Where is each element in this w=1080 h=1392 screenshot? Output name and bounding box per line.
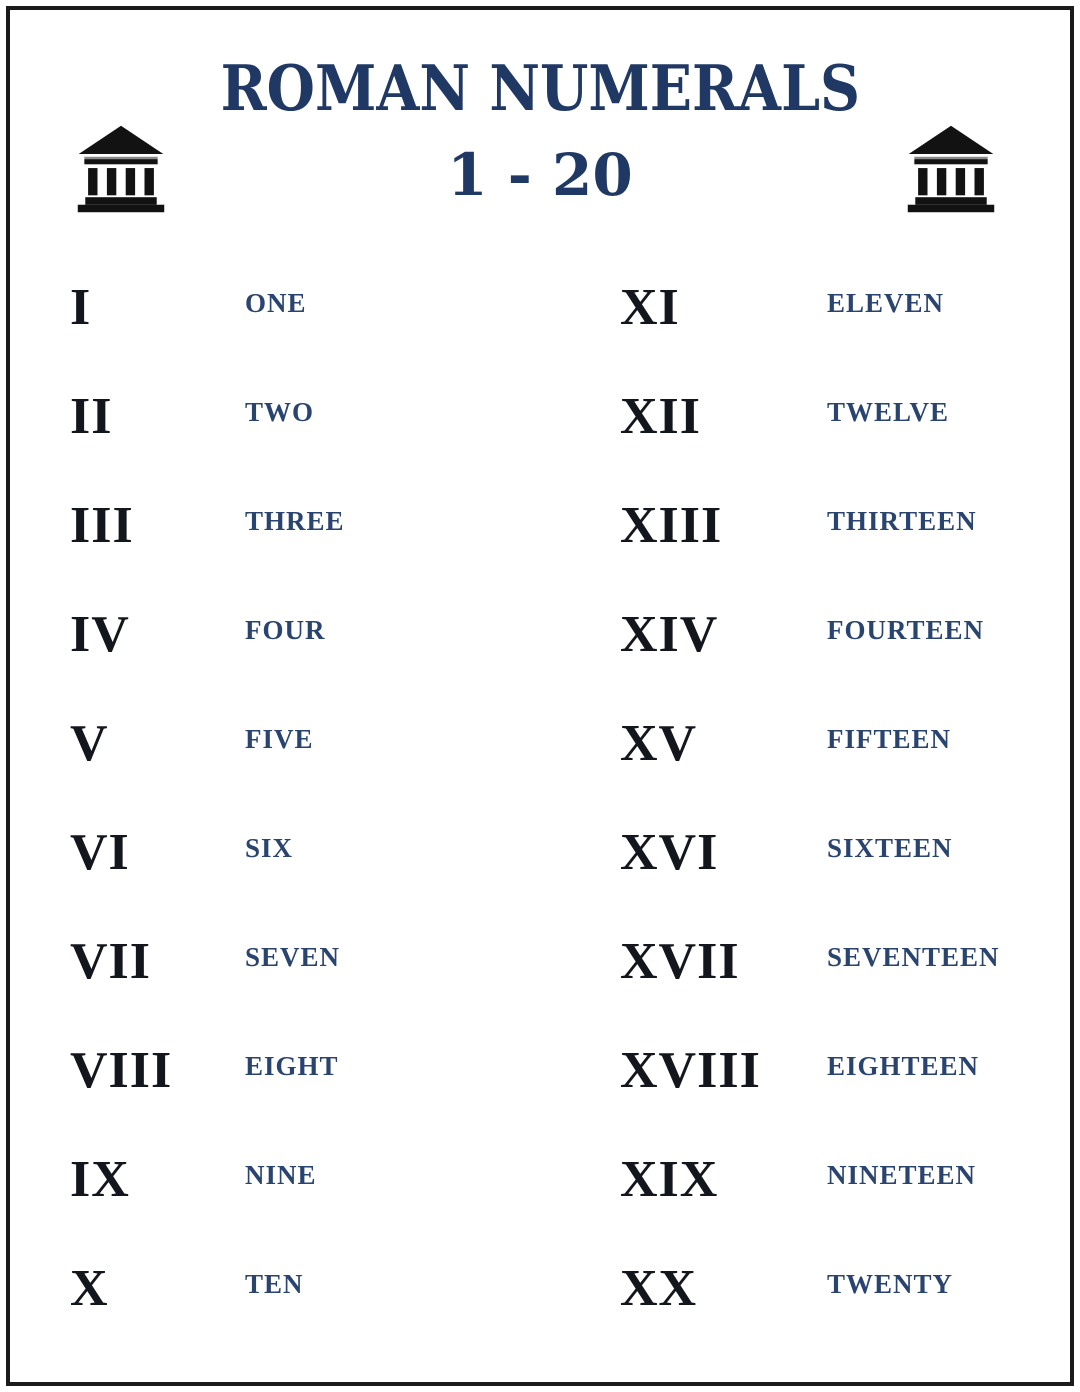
numeral-word: FOURTEEN bbox=[827, 615, 985, 645]
numeral-row bbox=[0, 580, 540, 689]
numeral-row bbox=[540, 362, 1080, 471]
numeral-row bbox=[540, 1016, 1080, 1125]
numeral-row bbox=[0, 471, 540, 580]
roman-numeral: XIV bbox=[620, 605, 719, 663]
numeral-row bbox=[0, 253, 540, 362]
page-title bbox=[0, 52, 1080, 124]
page-subtitle-text: 1 - 20 bbox=[447, 141, 633, 209]
roman-numeral: XII bbox=[620, 387, 702, 445]
numeral-word: TWO bbox=[245, 397, 315, 427]
numeral-row bbox=[540, 580, 1080, 689]
numeral-word: TWELVE bbox=[827, 397, 950, 427]
roman-numeral: II bbox=[70, 387, 113, 445]
numeral-row bbox=[0, 1125, 540, 1234]
roman-numeral: XVIII bbox=[620, 1041, 761, 1099]
numeral-word: TEN bbox=[245, 1269, 304, 1299]
page-title-text: ROMAN NUMERALS bbox=[220, 51, 860, 125]
roman-numeral: XVI bbox=[620, 823, 719, 881]
roman-numeral: I bbox=[70, 278, 92, 336]
numeral-word: EIGHT bbox=[245, 1051, 339, 1081]
numeral-word: SIXTEEN bbox=[827, 833, 953, 863]
numeral-word: EIGHTEEN bbox=[827, 1051, 980, 1081]
numeral-word: NINE bbox=[245, 1160, 317, 1190]
numeral-row bbox=[0, 798, 540, 907]
numeral-word: ELEVEN bbox=[827, 288, 945, 318]
numeral-word: SEVENTEEN bbox=[827, 942, 1000, 972]
numeral-row bbox=[0, 907, 540, 1016]
numeral-row bbox=[540, 1125, 1080, 1234]
numeral-word: FIVE bbox=[245, 724, 314, 754]
numeral-word: TWENTY bbox=[827, 1269, 954, 1299]
numerals-column-right bbox=[540, 253, 1080, 1343]
numeral-row bbox=[0, 362, 540, 471]
numeral-row bbox=[0, 689, 540, 798]
roman-numeral: IV bbox=[70, 605, 130, 663]
roman-numeral: III bbox=[70, 496, 134, 554]
roman-numeral: XIX bbox=[620, 1150, 719, 1208]
numeral-row bbox=[0, 1016, 540, 1125]
numeral-word: THIRTEEN bbox=[827, 506, 977, 536]
roman-numeral: XI bbox=[620, 278, 680, 336]
roman-numeral: VII bbox=[70, 932, 152, 990]
numeral-row bbox=[540, 471, 1080, 580]
numeral-row bbox=[540, 1234, 1080, 1343]
numeral-word: FIFTEEN bbox=[827, 724, 952, 754]
numeral-word: THREE bbox=[245, 506, 345, 536]
numeral-word: SEVEN bbox=[245, 942, 341, 972]
roman-numeral: XV bbox=[620, 714, 698, 772]
roman-numeral: VI bbox=[70, 823, 130, 881]
numerals-column-left bbox=[0, 253, 540, 1343]
numeral-word: SIX bbox=[245, 833, 294, 863]
numeral-word: FOUR bbox=[245, 615, 326, 645]
numeral-word: ONE bbox=[245, 288, 307, 318]
numeral-row bbox=[540, 253, 1080, 362]
temple-icon bbox=[904, 124, 998, 214]
numeral-row bbox=[540, 798, 1080, 907]
numeral-row bbox=[540, 907, 1080, 1016]
roman-numeral: VIII bbox=[70, 1041, 173, 1099]
roman-numeral: V bbox=[70, 714, 109, 772]
roman-numeral: XX bbox=[620, 1259, 698, 1317]
roman-numeral: IX bbox=[70, 1150, 130, 1208]
roman-numeral: X bbox=[70, 1259, 109, 1317]
numeral-row bbox=[540, 689, 1080, 798]
numeral-row bbox=[0, 1234, 540, 1343]
numeral-word: NINETEEN bbox=[827, 1160, 977, 1190]
roman-numeral: XIII bbox=[620, 496, 723, 554]
roman-numeral: XVII bbox=[620, 932, 740, 990]
